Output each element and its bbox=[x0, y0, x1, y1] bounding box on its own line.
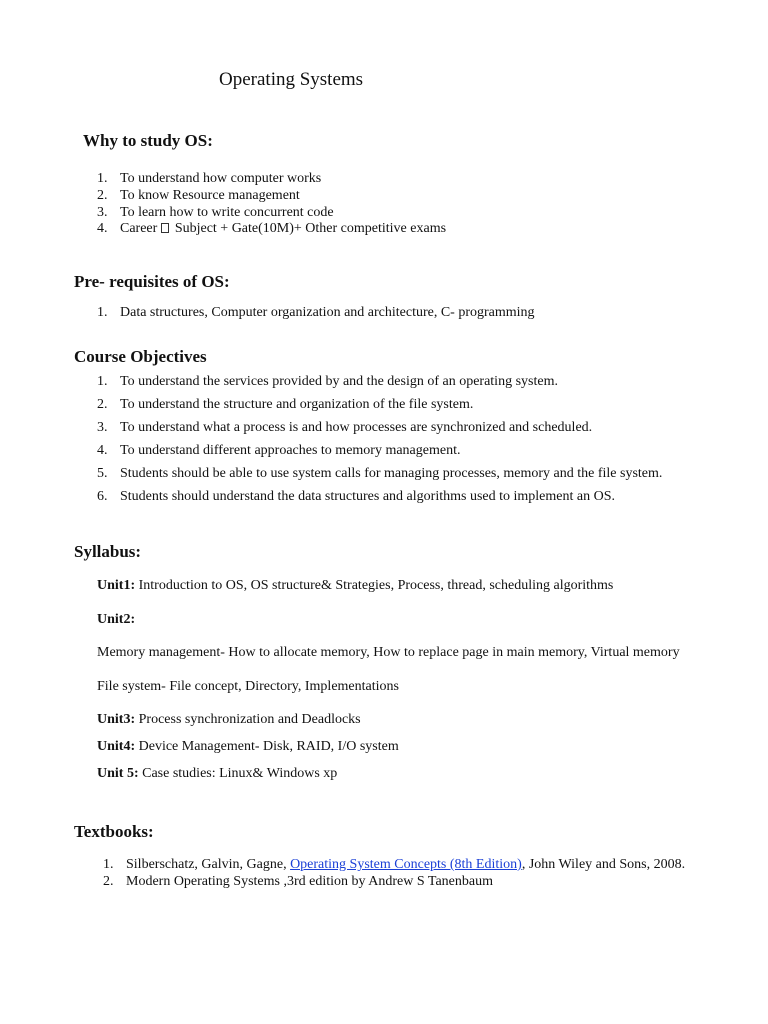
textbook-publisher: , John Wiley and Sons, 2008. bbox=[521, 857, 686, 872]
unit5-line bbox=[97, 766, 337, 783]
missing-glyph-box-icon bbox=[161, 223, 169, 233]
list-item: 1. Data structures, Computer organization and architecture, C- programming bbox=[97, 305, 535, 320]
unit2-memory-text: Memory management- How to allocate memory, How to replace page in main memory, Virtual memory bbox=[97, 645, 680, 660]
list-item: 3. To learn how to write concurrent code bbox=[97, 204, 334, 220]
objectives-list bbox=[97, 374, 694, 513]
unit3-label: Unit3: bbox=[97, 712, 136, 727]
list-item: 3. To understand what a process is and how processes are synchronized and scheduled. bbox=[97, 420, 593, 436]
prereq-heading: Pre- requisites of OS: bbox=[74, 272, 230, 291]
list-item: 1. To understand the services provided by and the design of an operating system. bbox=[97, 374, 558, 389]
textbooks-list bbox=[103, 857, 694, 891]
unit2-filesystem-text: File system- File concept, Directory, Implementations bbox=[97, 679, 399, 694]
textbooks-heading: Textbooks: bbox=[74, 822, 154, 841]
unit3-text: Process synchronization and Deadlocks bbox=[135, 712, 361, 727]
unit1-label: Unit1: bbox=[97, 578, 136, 593]
unit3-line bbox=[97, 712, 361, 729]
list-item: 4. To understand different approaches to memory management. bbox=[97, 443, 461, 459]
unit4-text: Device Management- Disk, RAID, I/O system bbox=[135, 739, 399, 754]
list-item: 1. Silberschatz, Galvin, Gagne, Operating System Concepts (8th Edition), John Wiley and Sons, 2008. bbox=[103, 857, 686, 872]
document-title: Operating Systems bbox=[219, 69, 364, 90]
unit5-label: Unit 5: bbox=[97, 766, 139, 781]
list-item: 6. Students should understand the data structures and algorithms used to implement an OS. bbox=[97, 489, 615, 505]
list-item: 2. To know Resource management bbox=[97, 187, 300, 203]
syllabus-heading: Syllabus: bbox=[74, 542, 142, 561]
why-study-heading: Why to study OS: bbox=[83, 131, 213, 150]
unit2-line bbox=[97, 612, 135, 629]
list-item: 5. Students should be able to use system calls for managing processes, memory and the file system. bbox=[97, 466, 663, 482]
unit4-label: Unit4: bbox=[97, 739, 136, 754]
list-item: 1. To understand how computer works bbox=[97, 171, 322, 186]
unit5-text: Case studies: Linux& Windows xp bbox=[138, 766, 338, 781]
textbook-authors: Silberschatz, Galvin, Gagne, bbox=[126, 857, 291, 872]
list-item: 2. Modern Operating Systems ,3rd edition by Andrew S Tanenbaum bbox=[103, 873, 493, 889]
textbook-link[interactable]: Operating System Concepts (8th Edition) bbox=[290, 857, 522, 872]
unit2-label: Unit2: bbox=[97, 612, 136, 627]
career-text: Subject + Gate(10M)+ Other competitive exams bbox=[174, 221, 447, 237]
why-study-list bbox=[97, 171, 697, 238]
career-label: Career bbox=[120, 221, 158, 237]
prereq-list bbox=[97, 305, 697, 322]
objectives-heading: Course Objectives bbox=[74, 347, 207, 366]
list-item: 4. Career Subject + Gate(10M)+ Other competitive exams bbox=[97, 221, 447, 237]
unit1-text: Introduction to OS, OS structure& Strategies, Process, thread, scheduling algorithms bbox=[135, 578, 614, 593]
list-item: 2. To understand the structure and organization of the file system. bbox=[97, 397, 474, 413]
unit1-line bbox=[97, 578, 613, 595]
unit4-line bbox=[97, 739, 399, 756]
